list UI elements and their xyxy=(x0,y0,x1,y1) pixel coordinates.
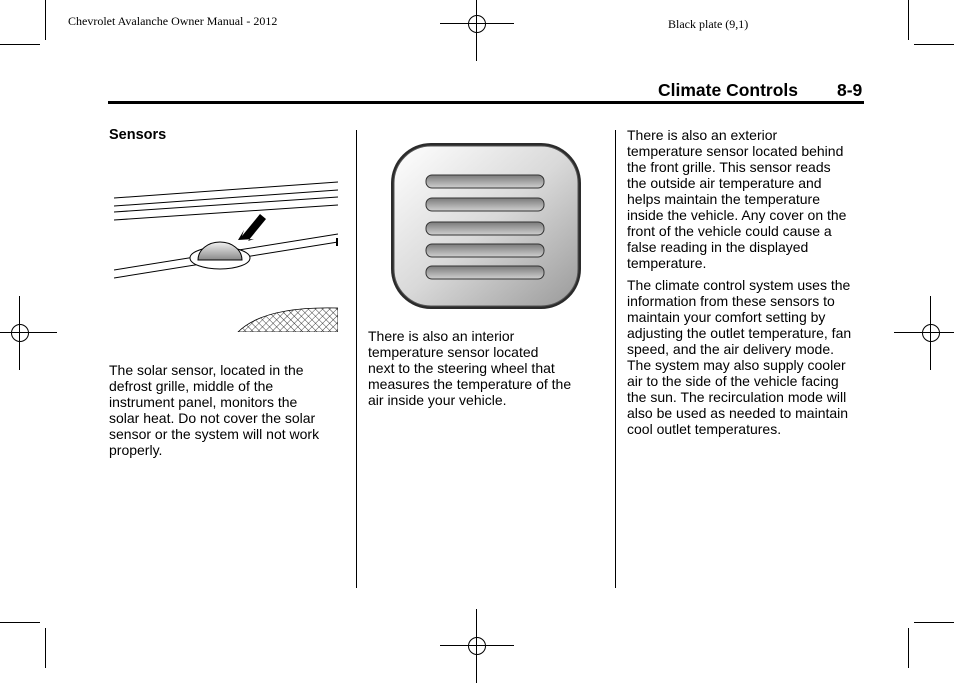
registration-crosshair-icon xyxy=(0,296,57,370)
exterior-sensor-paragraph: There is also an exterior temperature sensor located behind the front grille. This sensor reads the outside air temperature and helps maintain the temperature inside the vehicle. Any cover on the front of the vehicle could cause a false reading in the displayed temperature. xyxy=(627,127,847,271)
manual-title: Chevrolet Avalanche Owner Manual - 2012 xyxy=(68,14,278,28)
interior-sensor-paragraph: There is also an interior temperature sensor located next to the steering wheel that measures the temperature of the air inside your vehicle. xyxy=(368,328,572,408)
interior-temperature-sensor-illustration xyxy=(390,142,582,310)
sensors-heading: Sensors xyxy=(109,127,167,143)
column-divider xyxy=(615,130,616,588)
crop-mark xyxy=(914,44,954,45)
solar-sensor-illustration xyxy=(114,178,338,332)
crop-mark xyxy=(908,628,909,668)
section-title: Climate Controls xyxy=(658,80,799,100)
header-rule xyxy=(108,101,864,104)
registration-crosshair-icon xyxy=(440,0,514,61)
registration-crosshair-icon xyxy=(894,296,954,370)
crop-mark xyxy=(908,0,909,40)
solar-sensor-paragraph: The solar sensor, located in the defrost grille, middle of the instrument panel, monitors the solar heat. Do not cover the solar sensor or the system will not work properly. xyxy=(109,362,320,458)
crop-mark xyxy=(0,622,40,623)
crop-mark xyxy=(45,628,46,668)
crop-mark xyxy=(914,622,954,623)
crop-mark xyxy=(0,44,40,45)
crop-mark xyxy=(45,0,46,40)
climate-control-paragraph: The climate control system uses the information from these sensors to maintain your comfort setting by adjusting the outlet temperature, fan speed, and the air delivery mode. The system may also supply cooler air to the side of the vehicle facing the sun. The recirculation mode will also be used as needed to maintain cool outlet temperatures. xyxy=(627,277,852,437)
column-divider xyxy=(356,130,357,588)
registration-crosshair-icon xyxy=(440,609,514,683)
plate-label: Black plate (9,1) xyxy=(668,17,749,31)
page-number: 8-9 xyxy=(837,80,863,100)
